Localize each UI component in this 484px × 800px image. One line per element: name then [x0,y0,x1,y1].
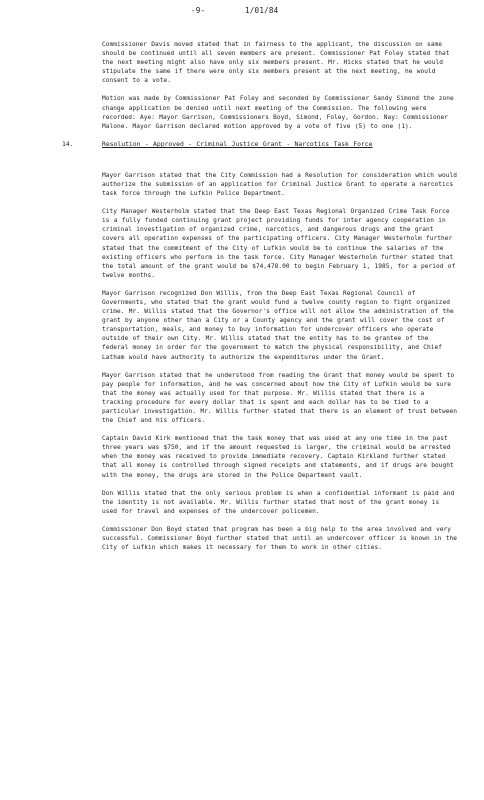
paragraph: Commissioner Don Boyd stated that program has been a big help to the area involved and very successful. Commissioner Boyd further stated that until an undercover officer is known in the City of Lufkin which makes it necessary for them to work in other cities. [102,525,457,552]
agenda-item-title: Resolution - Approved - Criminal Justice Grant - Narcotics Task Force [102,139,373,148]
paragraph: Captain David Kirk mentioned that the task money that was used at any one time in the past three years was $750, and if the amount requested is larger, the criminal would be arrested when the money was received to provide immediate recovery. Captain Kirkland further stated that all money is controlled through signed receipts and statements, and if drugs are bought with the money, the drugs are stored in the Police Department vault. [102,435,454,479]
paragraph: Don Willis stated that the only serious problem is when a confidential informant is paid and the identity is not available. Mr. Willis further stated that most of the grant money is used for travel and expenses of the undercover policemen. [102,489,455,515]
paragraph: City Manager Westerholm stated that the Deep East Texas Regional Organized Crime Task Force is a fully funded continuing grant project providing funds for inter agency cooperation in criminal investigation of organized crime, narcotics, and dangerous drugs and the grant covers all operation expenses of the participating officers. City Manager Westerholm further stated that the commitment of the City of Lufkin would be to continue the salaries of the existing officers who perform in the task force. City Manager Westerholm further stated that the total amount of the grant would be $74,478.00 to begin February 1, 1985, for a period of twelve months. [102,208,456,279]
page-number: -9- [191,6,206,15]
paragraph: Mayor Garrison stated that the City Commission had a Resolution for consideration which would authorize the submission of an application for Criminal Justice Grant to operate a narcotics task force through the Lufkin Police Department. [102,171,457,198]
agenda-item-heading [0,140,484,162]
paragraph: Commissioner Davis moved stated that in fairness to the applicant, the discussion on same should be continued until all seven members are present. Commissioner Pat Foley stated that the next meeting might also have only six members present. Mr. Hicks stated that he would stipulate the same if there were only six members present at the next meeting, he would consent to a vote. [102,41,450,85]
paragraph: Mayor Garrison recognized Don Willis, from the Deep East Texas Regional Council of Governments, who stated that the grant would fund a twelve county region to fight organized crime. Mr. Willis stated that the Governor's office will not allow the administration of the grant by anyone other than a City or a County agency and the grant will cover the cost of transportation, meals, and money to buy information for undercover officers who operate outside of their own City. Mr. Willis stated that the entity has to be grantee of the federal money in order for the government to match the physical responsibility, and Chief Latham would have authority to authorize the expenditures under the Grant. [102,289,454,361]
header-date: 1/01/84 [245,6,279,15]
page-header [0,6,484,18]
paragraph: Motion was made by Commissioner Pat Foley and seconded by Commissioner Sandy Simond the zone change application be denied until next meeting of the Commission. The following were recorded: Aye: Mayor Garrison, Commissioners Boyd, Simond, Foley, Gordon. Nay: Commissioner Malone. Mayor Garrison declared motion approved by a vote of five (5) to one (1). [102,95,454,130]
paragraph: Mayor Garrison stated that he understood from reading the Grant that money would be spent to pay people for information, and he was concerned about how the City of Lufkin would be sure that the money was actually used for that purpose. Mr. Willis stated that there is a tracking procedure for every dollar that is spent and each dollar has to be tied to a particular investigation. Mr. Willis further stated that there is an element of trust between the Chief and his officers. [102,371,457,425]
minutes-content [0,40,484,561]
agenda-item-number: 14. [62,139,74,148]
